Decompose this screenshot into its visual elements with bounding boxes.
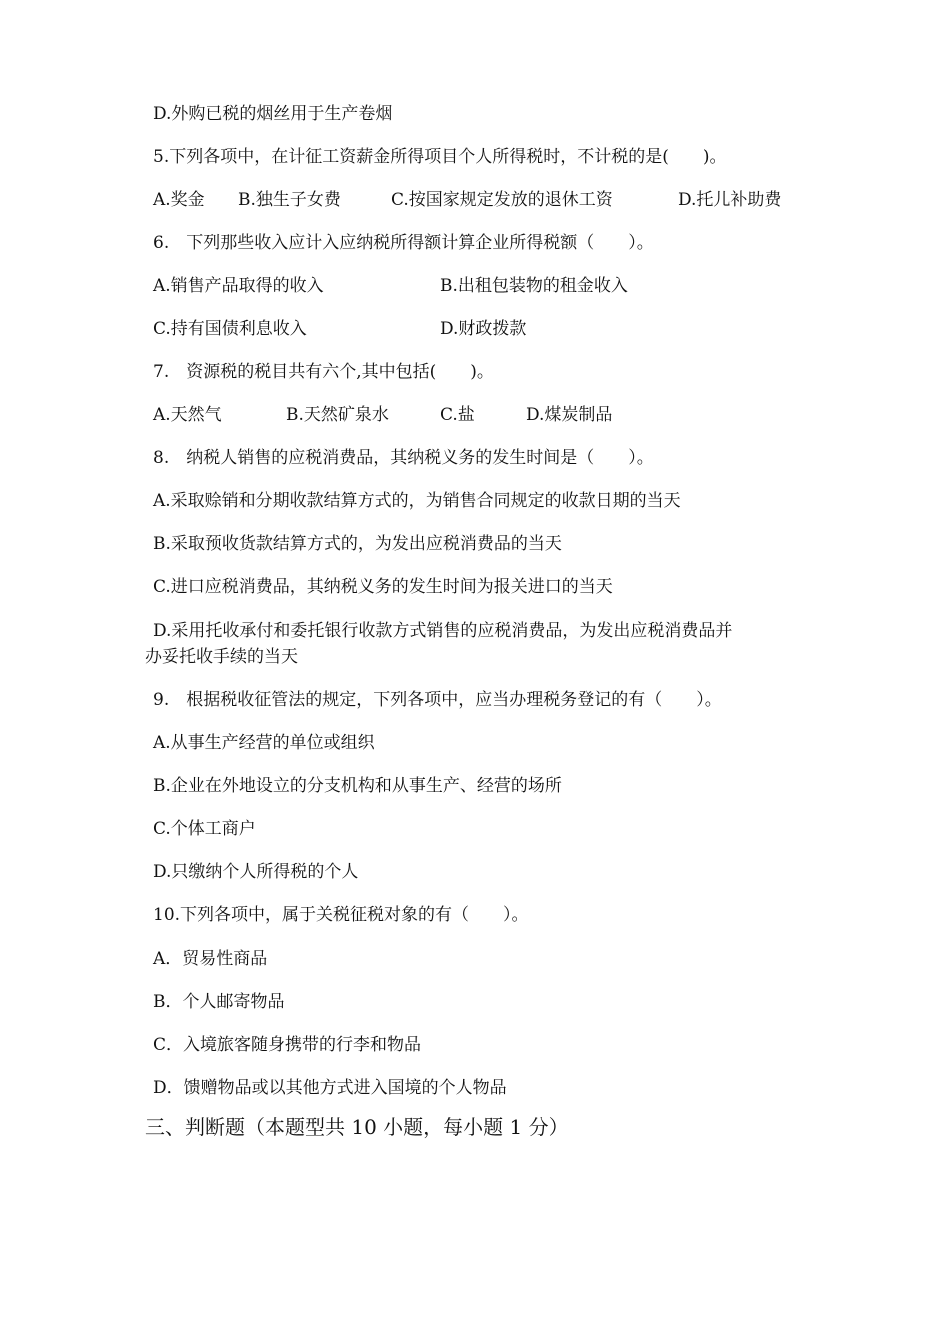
- question-10: 10.下列各项中，属于关税征税对象的有（ ）。: [153, 905, 529, 925]
- q6-option-d: D.财政拨款: [440, 319, 527, 339]
- question-8: 8. 纳税人销售的应税消费品，其纳税义务的发生时间是（ ）。: [153, 448, 654, 468]
- q9-option-d: D.只缴纳个人所得税的个人: [153, 862, 359, 882]
- q8-option-b: B.采取预收货款结算方式的，为发出应税消费品的当天: [153, 534, 562, 554]
- q5-option-b: B.独生子女费: [238, 190, 341, 210]
- question-5: 5.下列各项中，在计征工资薪金所得项目个人所得税时，不计税的是( )。: [153, 147, 727, 167]
- q8-option-c: C.进口应税消费品，其纳税义务的发生时间为报关进口的当天: [153, 577, 613, 597]
- q6-option-a: A.销售产品取得的收入: [153, 276, 324, 296]
- q7-option-c: C.盐: [440, 405, 475, 425]
- q8-option-d-continued: 办妥托收手续的当天: [145, 647, 298, 667]
- q7-option-a: A.天然气: [153, 405, 222, 425]
- q9-option-a: A.从事生产经营的单位或组织: [153, 733, 375, 753]
- question-6: 6. 下列那些收入应计入应纳税所得额计算企业所得税额（ ）。: [153, 233, 654, 253]
- q8-option-a: A.采取赊销和分期收款结算方式的，为销售合同规定的收款日期的当天: [153, 491, 681, 511]
- q7-option-d: D.煤炭制品: [526, 405, 613, 425]
- section-heading-true-false: 三、判断题（本题型共 10 小题，每小题 1 分）: [145, 1115, 569, 1139]
- q5-option-c: C.按国家规定发放的退休工资: [391, 190, 613, 210]
- q9-option-b: B.企业在外地设立的分支机构和从事生产、经营的场所: [153, 776, 562, 796]
- q4-option-d: D.外购已税的烟丝用于生产卷烟: [153, 104, 393, 124]
- question-9: 9. 根据税收征管法的规定，下列各项中，应当办理税务登记的有（ ）。: [153, 690, 722, 710]
- q5-option-d: D.托儿补助费: [678, 190, 782, 210]
- q10-option-a: A．贸易性商品: [153, 949, 268, 969]
- q9-option-c: C.个体工商户: [153, 819, 256, 839]
- q6-option-c: C.持有国债利息收入: [153, 319, 307, 339]
- q8-option-d: D.采用托收承付和委托银行收款方式销售的应税消费品，为发出应税消费品并: [153, 621, 733, 641]
- question-7: 7. 资源税的税目共有六个,其中包括( )。: [153, 362, 494, 382]
- q10-option-b: B．个人邮寄物品: [153, 992, 285, 1012]
- q10-option-d: D．馈赠物品或以其他方式进入国境的个人物品: [153, 1078, 507, 1098]
- q6-option-b: B.出租包装物的租金收入: [440, 276, 628, 296]
- q10-option-c: C．入境旅客随身携带的行李和物品: [153, 1035, 422, 1055]
- q7-option-b: B.天然矿泉水: [286, 405, 389, 425]
- q5-option-a: A.奖金: [153, 190, 205, 210]
